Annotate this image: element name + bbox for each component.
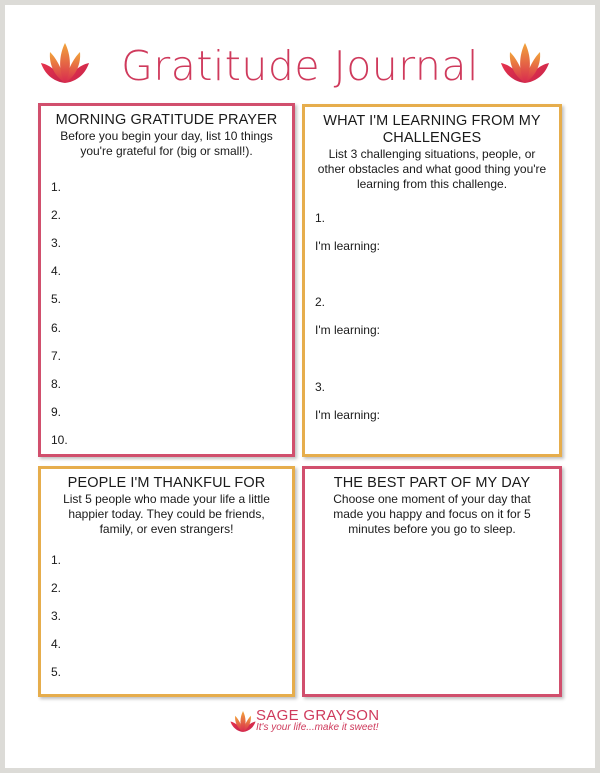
section-description: List 3 challenging situations, people, or other obstacles and what good thing you're learning from this challenge.	[317, 147, 547, 191]
learning-label[interactable]: I'm learning:	[315, 323, 380, 337]
list-item[interactable]: 5.	[51, 665, 62, 679]
challenges-section	[302, 104, 562, 457]
list-item[interactable]: 2.	[51, 581, 62, 595]
section-title: PEOPLE I'M THANKFUL FOR	[67, 475, 266, 491]
lotus-icon	[501, 43, 549, 85]
journal-page	[5, 5, 595, 768]
list-item[interactable]: 1.	[51, 180, 62, 194]
list-item[interactable]: 5.	[51, 292, 62, 306]
learning-label[interactable]: I'm learning:	[315, 239, 380, 253]
section-title: MORNING GRATITUDE PRAYER	[55, 112, 278, 128]
challenge-number[interactable]: 2.	[315, 295, 326, 309]
list-item[interactable]: 8.	[51, 377, 62, 391]
brand-tagline: It's your life...make it sweet!	[256, 722, 379, 733]
list-item[interactable]: 10.	[51, 433, 68, 447]
page-title: Gratitude Journal	[121, 42, 479, 90]
learning-label[interactable]: I'm learning:	[315, 408, 380, 422]
header	[5, 37, 595, 97]
best-part-section[interactable]	[302, 466, 562, 697]
section-description: Before you begin your day, list 10 things you're grateful for (big or small!).	[60, 129, 273, 158]
list-item[interactable]: 9.	[51, 405, 62, 419]
people-thankful-section	[38, 466, 295, 697]
challenge-number[interactable]: 3.	[315, 380, 326, 394]
list-item[interactable]: 6.	[51, 321, 62, 335]
section-title: WHAT I'M LEARNING FROM MY CHALLENGES	[323, 113, 541, 146]
list-item[interactable]: 4.	[51, 264, 62, 278]
list-item[interactable]: 4.	[51, 637, 62, 651]
list-item[interactable]: 3.	[51, 236, 62, 250]
list-item[interactable]: 7.	[51, 349, 62, 363]
section-title: THE BEST PART OF MY DAY	[333, 475, 531, 491]
morning-gratitude-section	[38, 103, 295, 457]
list-item[interactable]: 2.	[51, 208, 62, 222]
list-item[interactable]: 1.	[51, 553, 62, 567]
list-item[interactable]: 3.	[51, 609, 62, 623]
section-description: List 5 people who made your life a little happier today. They could be friends, family, or even strangers!	[63, 492, 270, 536]
lotus-icon	[230, 711, 256, 733]
brand-name: SAGE GRAYSON	[256, 707, 380, 724]
section-description: Choose one moment of your day that made you happy and focus on it for 5 minutes before you go to sleep.	[333, 492, 531, 536]
footer-logo	[230, 707, 390, 747]
challenge-number[interactable]: 1.	[315, 211, 326, 225]
